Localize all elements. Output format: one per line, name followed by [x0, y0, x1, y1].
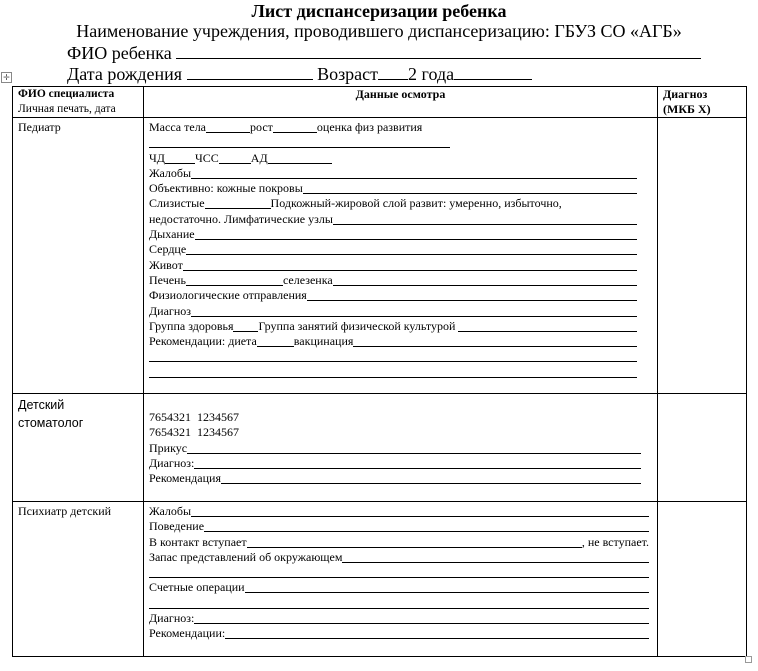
specialist-dentist [13, 394, 144, 502]
dentist-recommendation-label: Рекомендация [149, 471, 221, 486]
dentist-name-1: Детский [18, 398, 65, 412]
mass-label: Масса тела [149, 120, 207, 134]
header-exam-data: Данные осмотра [144, 87, 658, 118]
dentist-diagnosis-label: Диагноз: [149, 455, 195, 470]
child-name-blank[interactable] [176, 43, 701, 59]
child-name-label: ФИО ребенка [67, 43, 172, 63]
psychiatrist-diagnosis-cell[interactable] [658, 502, 747, 657]
table-row-dentist [13, 394, 747, 502]
bp-label: АД [250, 150, 268, 165]
birth-date-label: Дата рождения [67, 64, 183, 84]
dentist-name-2: стоматолог [18, 416, 84, 430]
teeth-row-upper: 7654321 1234567 [149, 410, 239, 424]
pe-group-label: Группа занятий физической культурой [258, 318, 456, 333]
header-diagnosis-title: Диагноз [663, 87, 708, 101]
birth-date-blank[interactable] [187, 64, 313, 80]
header-icd: (МКБ Х) [663, 102, 711, 116]
diagnosis-label: Диагноз [149, 303, 192, 318]
psych-diagnosis-label: Диагноз: [149, 611, 195, 626]
bite-label: Прикус [149, 440, 188, 455]
pediatrician-exam[interactable] [144, 118, 658, 394]
contact-label: В контакт вступает [149, 534, 247, 549]
child-name-line [67, 43, 701, 64]
table-header-row [13, 87, 747, 118]
institution-line: Наименование учреждения, проводившего диспансеризацию: ГБУЗ СО «АГБ» [76, 21, 682, 41]
document-title: Лист диспансеризации ребенка [251, 1, 507, 21]
birth-age-line [67, 64, 532, 85]
psychiatrist-exam[interactable] [144, 502, 658, 657]
age-label: Возраст [317, 64, 379, 84]
assessment-label: оценка физ развития [316, 120, 423, 134]
health-group-label: Группа здоровья [149, 318, 234, 333]
psych-complaints-label: Жалобы [149, 504, 192, 518]
vaccination-label: вакцинация [293, 334, 354, 349]
spleen-label: селезенка [282, 272, 333, 287]
table-move-handle-icon[interactable]: ✛ [1, 72, 12, 83]
table-row-psychiatrist [13, 502, 747, 657]
specialist-pediatrician: Педиатр [13, 118, 144, 394]
lymph-label: недостаточно. Лимфатические узлы [149, 211, 333, 226]
dentist-exam[interactable] [144, 394, 658, 502]
teeth-row-lower: 7654321 1234567 [149, 425, 239, 440]
fat-label: Подкожный-жировой слой развит: умеренно, избыточно, [270, 196, 562, 211]
breathing-label: Дыхание [149, 227, 195, 242]
complaints-label: Жалобы [149, 165, 192, 180]
physiological-label: Физиологические отправления [149, 288, 307, 303]
height-label: рост [250, 120, 273, 134]
rr-label: ЧД [149, 150, 165, 165]
pediatrician-diagnosis-cell[interactable] [658, 118, 747, 394]
counting-label: Счетные операции [149, 580, 245, 595]
table-resize-handle[interactable] [745, 656, 752, 663]
heart-label: Сердце [149, 242, 187, 257]
header-specialist-title: ФИО специалиста [18, 88, 115, 100]
mucosa-label: Слизистые [149, 196, 205, 211]
header-specialist [13, 87, 144, 118]
liver-label: Печень [149, 272, 186, 287]
knowledge-label: Запас представлений об окружающем [149, 549, 343, 564]
behavior-label: Поведение [149, 519, 205, 534]
age-blank [378, 64, 408, 80]
age-blank-tail [454, 64, 532, 80]
blank-line[interactable] [149, 135, 450, 148]
table-row-pediatrician [13, 118, 747, 394]
hr-label: ЧСС [194, 150, 219, 165]
header-diagnosis [658, 87, 747, 118]
age-value[interactable]: 2 года [408, 64, 455, 84]
dentist-diagnosis-cell[interactable] [658, 394, 747, 502]
psych-recommendations-label: Рекомендации: [149, 626, 226, 641]
no-contact-label: , не вступает. [581, 534, 649, 549]
header-stamp-date: Личная печать, дата [18, 103, 116, 115]
examination-table [12, 86, 747, 657]
specialist-psychiatrist: Психиатр детский [13, 502, 144, 657]
skin-label: Объективно: кожные покровы [149, 181, 303, 196]
abdomen-label: Живот [149, 257, 183, 272]
recommendations-label: Рекомендации: диета [149, 334, 257, 349]
